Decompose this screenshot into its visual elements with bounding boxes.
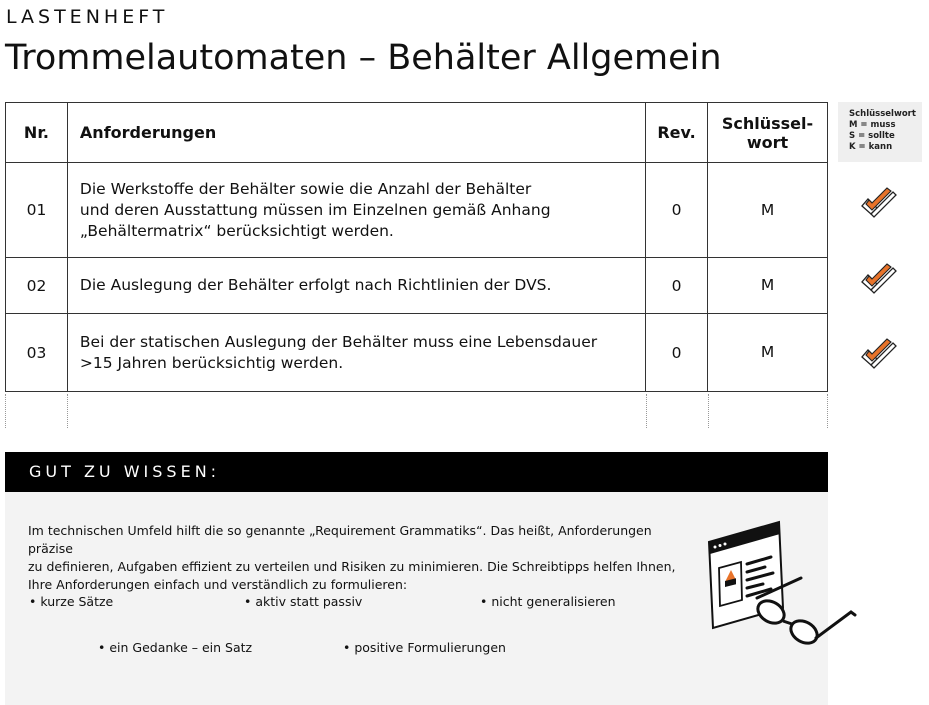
header-requirements: Anforderungen	[67, 103, 645, 163]
legend-line: Schlüsselwort	[849, 109, 916, 119]
row-requirement	[67, 314, 645, 392]
requirement-line: Bei der statischen Auslegung der Behälter muss eine Lebensdauer	[79, 332, 598, 351]
requirement-line: Die Werkstoffe der Behälter sowie die Anzahl der Behälter	[79, 179, 532, 198]
row-nr: 02	[6, 258, 68, 314]
header-keyword-line2: wort	[746, 132, 789, 152]
info-line: Im technischen Umfeld hilft die so genannte „Requirement Grammatiks“. Das heißt, Anforderungen präzise	[28, 523, 652, 556]
row-nr: 03	[6, 314, 68, 392]
row-keyword: M	[708, 314, 828, 392]
row-requirement	[67, 258, 645, 314]
table-row	[6, 314, 828, 392]
tip-item: • kurze Sätze	[29, 594, 114, 609]
good-to-know-text	[28, 522, 688, 594]
legend-line: S = sollte	[849, 131, 895, 141]
tip-item: • positive Formulierungen	[343, 640, 506, 655]
table-continuation-line	[646, 394, 647, 428]
header-nr: Nr.	[6, 103, 68, 163]
row-keyword: M	[708, 163, 828, 258]
requirements-table	[5, 102, 828, 392]
table-continuation-line	[827, 394, 828, 428]
check-icon	[860, 262, 898, 296]
legend-line: M = muss	[849, 120, 896, 130]
table-continuation-line	[5, 394, 6, 428]
row-rev: 0	[646, 314, 708, 392]
document-kicker: LASTENHEFT	[6, 6, 169, 28]
row-nr: 01	[6, 163, 68, 258]
header-rev: Rev.	[646, 103, 708, 163]
requirement-line: und deren Ausstattung müssen im Einzelnen gemäß Anhang	[79, 200, 551, 219]
table-header-row	[6, 103, 828, 163]
tip-item: • nicht generalisieren	[480, 594, 616, 609]
check-icon	[860, 337, 898, 371]
legend-line: K = kann	[849, 142, 893, 152]
keyword-legend	[838, 102, 922, 162]
table-row	[6, 163, 828, 258]
screen-and-glasses-icon	[705, 520, 865, 650]
info-line: Ihre Anforderungen einfach und verständlich zu formulieren:	[28, 577, 408, 592]
check-icon	[860, 186, 898, 220]
table-row	[6, 258, 828, 314]
table-continuation-line	[67, 394, 68, 428]
requirement-line: >15 Jahren berücksichtig werden.	[79, 353, 344, 372]
requirement-line: „Behältermatrix“ berücksichtigt werden.	[79, 221, 394, 240]
header-keyword	[708, 103, 828, 163]
row-rev: 0	[646, 258, 708, 314]
info-line: zu definieren, Aufgaben effizient zu verteilen und Risiken zu minimieren. Die Schreibtipps helfen Ihnen,	[28, 559, 676, 574]
good-to-know-heading: GUT ZU WISSEN:	[5, 452, 828, 492]
row-rev: 0	[646, 163, 708, 258]
header-keyword-line1: Schlüssel-	[721, 113, 814, 133]
tip-item: • ein Gedanke – ein Satz	[98, 640, 253, 655]
page-title: Trommelautomaten – Behälter Allgemein	[5, 38, 722, 78]
row-requirement	[67, 163, 645, 258]
table-continuation-line	[708, 394, 709, 428]
requirement-line: Die Auslegung der Behälter erfolgt nach Richtlinien der DVS.	[79, 276, 552, 294]
row-keyword: M	[708, 258, 828, 314]
tip-item: • aktiv statt passiv	[244, 594, 363, 609]
